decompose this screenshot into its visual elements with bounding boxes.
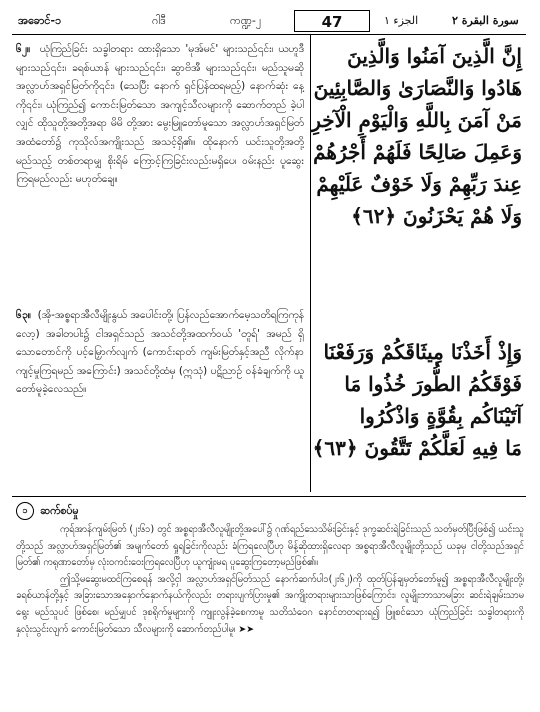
arabic-line: آتَيْنَاكُم بِقُوَّةٍ وَاذْكُرُوا [359,404,522,428]
translation-line: ပြန်လည်အောက်မေ့သတိရကြကုန်လော့) အခါတပါး၌ [16,309,305,340]
header-chapter-label: အခောင်-၁ [18,14,62,27]
arabic-line: مَنْ آمَنَ بِاللَّهِ وَالْيَوْمِ الْآخِرِ [311,108,522,132]
arabic-line: مَا فِيهِ لَعَلَّكُمْ تَتَّقُونَ ﴿٦٣﴾ [312,436,522,460]
arabic-verse-62 [311,40,522,232]
translation-line: ယုံကြည်၍ ကောင်းမြတ်သော အကျင့်သီလများကို [46,98,232,111]
footnote-heading [16,502,524,520]
header-part-label: ကဏ္ဍ-၂ [230,14,262,27]
page-header [12,10,526,35]
arabic-verse-63 [312,336,522,464]
verse-62-translation [16,40,304,189]
translation-line: အသင်တို့ထံမှ (ဣသုံ) ပဋိညာဉ် ဝန်ခံချက်ကို [124,364,291,377]
translation-line: ထိုနောက် ယင်းသူတို့အတို့ မည်သည့် တစ်တရာမျှ [16,135,304,167]
arabic-line: إِنَّ الَّذِينَ آمَنُوا وَالَّذِينَ [347,44,522,68]
arabic-line: عِندَ رَبِّهِمْ وَلَا خَوْفٌ عَلَيْهِمْ [316,172,522,196]
footnote-paragraph-1: ကုရ်အာန်ကျမ်းမြတ် (၂း၆၁) တွင် အစ္စရာအီလီလူမျိုးတို့အပေါ်၌ ဂုဏ်ရည်သေသိမ်းခြင်းနှင့် ဒုက္ခဆင်းရဲခြင်းသည် သတ်မှတ်ပြီးဖြစ်၍ ယင်းသူတို့သည် အလ္လာဟ်အရှင်မြတ်၏ အမျက်တော် ရှုရခြင်းကိုလည်း ခံကြရလေပြီဟု မိန့်ဆိုထားရှိလေရာ အစ္စရာအီလီလူမျိုးတို့သည် ယခုမှ ငါတို့သည်အရှင်မြတ်၏ ကရုဏာတော်မှ လုံးဝကင်းဝေးကြရလေပြီဟု ယူကျုံးမရ ပူဆွေးကြတော့မည်ဖြစ်၏။ [16,524,524,569]
arabic-line: وَعَمِلَ صَالِحًا فَلَهُمْ أَجْرُهُمْ [313,140,522,164]
page-number: 47 [294,10,370,32]
header-surah: سورة البقرة ٢ [452,14,519,27]
footnote-title: ဆက်စပ်မှု [40,504,79,517]
verse-62-number: ၆၂။ [16,43,31,55]
footnote-paragraph-2 [16,572,524,638]
header-juz: الجزء ١ [384,14,419,27]
continue-arrow-icon: ➤➤ [238,623,255,635]
footnote-paragraph-2-text: ဤသို့မဆွေးမထင်ကြစေရန် အလို့ငှါ အလ္လာဟ်အရှင်မြတ်သည် နောက်ဆက်ပါ၁(၂း၆၂)ကို ထုတ်ပြန်ချမှတ်တော်မူ၍ အစ္စရာအီလီလူမျိုးတို့၊ ခရစ်ယာန်တို့နှင့် အခြားသောအနှောက်နှောက်နယ်ကိုလည်း တရားပျက်ပြားမှု၏ အကျိုးတရားများသာဖြစ်ကြောင်း၊ လူမျိုးဘာသာမခြား ဆင်းရဲချမ်းသာမရွေး မည်သူပင် ဖြစ်စေ၊ မည်မျှပင် ဒုစရိုက်မှုများကို ကျူးလွန်ခဲ့စေကာမူ သတိသံဝေဂ နောင်တတရားရ၍ ဖြူစင်သော ယုံကြည်ခြင်း သခ္ခါတရားကို နှလုံးသွင်းလျက် ကောင်းမြတ်သော သီလများကို ဆောက်တည်ပါမူ၊ [16,573,524,635]
translation-line: ကြရမည်လည်း မဟုတ်ချေ။ [16,173,118,186]
verse-63-number: ၆၃။ [16,309,31,321]
translation-line: အထံတော်၌ ကုသိုလ်အကျိုးသည် အသင့်ရှိ၏။ [16,135,196,148]
verse-63-translation [16,306,304,399]
translation-line: မည်သူမဆို အလ္လာဟ်အရှင်မြတ်ကို၎င်း၊ (သေပြီး [16,61,304,93]
footnote-rule [12,496,526,497]
translation-line: ကျမ်းမြတ်နှင့်အညီ လိုက်နာကျင့်မှုကြရမည် အကြောင်း) [16,346,304,377]
translation-line: (အို-အစ္စရာအီလီမျိုးနွယ် အပေါင်းတို့၊ [37,309,174,321]
quran-page [12,10,526,702]
arabic-line: فَوْقَكُمُ الطُّورَ خُذُوا مَا [344,372,522,396]
footnote [16,502,524,638]
arabic-line: هَادُوا وَالنَّصَارَىٰ وَالصَّابِئِينَ [313,76,522,100]
arabic-line: وَإِذْ أَخَذْنَا مِيثَاقَكُمْ وَرَفَعْنَا [323,340,522,364]
translation-line: တို့အား မွေးမြူတော်မူသော အလ္လာဟ်အရှင်မြတ် [126,117,305,130]
footnote-number: ၁ [16,502,34,520]
translation-line: ယုံကြည်ခြင်း သခ္ခါတရား ထားရှိသော [39,43,181,55]
header-section-label: ဂါဒီ [152,14,166,27]
translation-line: ရှိသောတောင်ကို ပင့်မြှောက်လျက် (ကောင်းရာတ် [16,327,305,359]
column-divider [310,34,311,492]
arabic-column [311,40,522,460]
translation-line: နောက် ရှင်ပြန်ထရမည့်) နောက်ဆုံး နေ့ကို၎င်း၊ [16,80,304,111]
translation-line: ငါအရှင်သည် အသင်တို့အထက်ဝယ် 'တူရ်' အမည် [95,327,292,340]
translation-column [16,40,305,396]
translation-line: ဆောက်တည် ခဲ့ပါလျှင် ထိုသူတို့အတို့အရာ မိမိ [16,98,304,130]
translation-line: ခရစ်ယာန် များသည်၎င်း၊ ဆွာဗိအီ များသည်၎င်း၊ [71,61,257,74]
translation-line: စိုးရိမ် ကြောင့်ကြခြင်းလည်းမရှိပေ၊ ဝမ်းနည်း ပူဆွေး [107,154,304,167]
translation-line: 'မုအ်မင်' များသည်၎င်း၊ ယဟူဒီ များသည်၎င်း၊ [16,43,304,74]
translation-line: ယူတော်မူခဲ့လေသည်။ [16,364,304,396]
arabic-line: وَلَا هُمْ يَحْزَنُونَ ﴿٦٢﴾ [351,204,522,228]
